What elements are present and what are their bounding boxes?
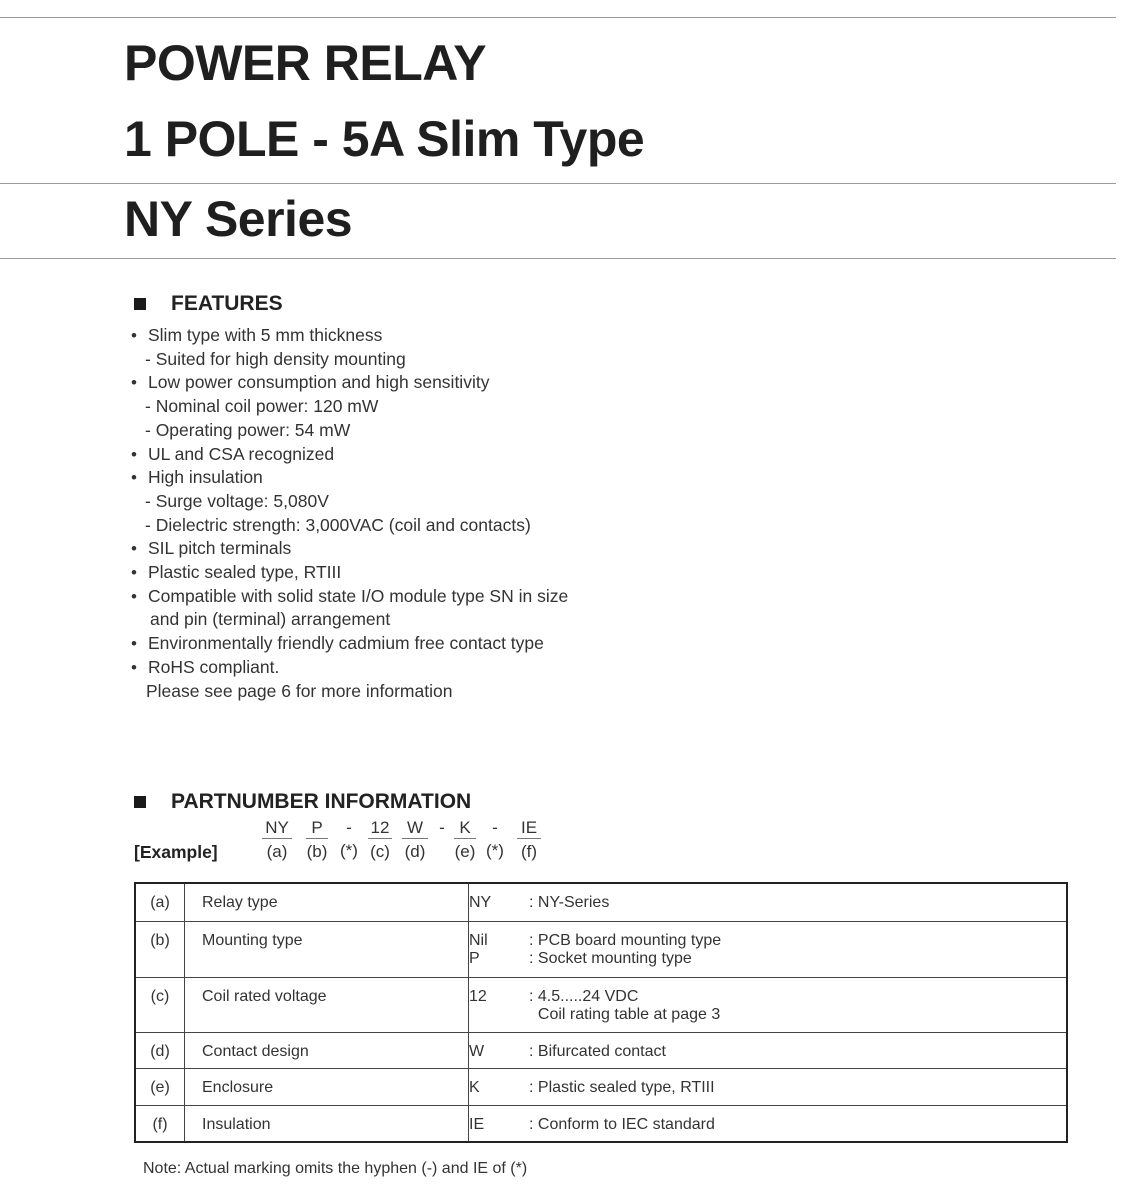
example-segment (306, 818, 328, 863)
row-code: (b) (135, 921, 185, 977)
row-meanings (529, 1032, 1067, 1068)
features-heading (134, 292, 283, 316)
features-list (131, 324, 568, 703)
row-values (469, 977, 530, 1032)
partnumber-heading (134, 790, 471, 814)
table-row (135, 1105, 1067, 1142)
partnumber-heading-label: PARTNUMBER INFORMATION (171, 790, 472, 813)
feature-item: • Plastic sealed type, RTIII (131, 561, 568, 585)
example-code: K (454, 818, 476, 839)
example-code: W (402, 818, 428, 839)
example-code: - (346, 818, 352, 837)
row-meaning: : Bifurcated contact (529, 1042, 666, 1060)
row-meanings (529, 1105, 1067, 1142)
features-heading-label: FEATURES (171, 292, 283, 315)
row-description: Mounting type (185, 921, 469, 977)
row-value: Nil (469, 931, 488, 949)
marking-note: Note: Actual marking omits the hyphen (-) and IE of (*) (143, 1160, 528, 1177)
example-position: (d) (404, 842, 426, 861)
title-series: NY Series (124, 191, 353, 247)
feature-subitem: - Surge voltage: 5,080V (145, 490, 329, 511)
feature-continuation: Please see page 6 for more information (146, 680, 453, 701)
square-bullet-icon (134, 796, 146, 808)
example-segment (262, 818, 292, 863)
example-code: P (306, 818, 328, 839)
feature-item: • Low power consumption and high sensitivity (131, 371, 568, 395)
example-segment (483, 818, 507, 862)
top-rule (0, 17, 1116, 18)
table-row (135, 921, 1067, 977)
feature-item: • RoHS compliant. (131, 656, 568, 680)
row-description: Enclosure (185, 1068, 469, 1105)
bottom-rule (0, 258, 1116, 259)
feature-subitem: - Dielectric strength: 3,000VAC (coil and contacts) (145, 514, 531, 535)
row-meanings (529, 883, 1067, 921)
row-meaning: : Plastic sealed type, RTIII (529, 1078, 715, 1096)
partnumber-table (134, 882, 1068, 1143)
row-values (469, 1032, 530, 1068)
row-meaning: : NY-Series (529, 894, 610, 911)
row-meaning: : Socket mounting type (529, 949, 692, 967)
example-segment (402, 818, 428, 863)
row-meanings (529, 977, 1067, 1032)
example-position: (a) (266, 842, 288, 861)
example-position: (*) (486, 841, 504, 860)
example-code: - (492, 818, 498, 837)
feature-subitem: - Nominal coil power: 120 mW (145, 396, 379, 417)
example-code: NY (262, 818, 292, 839)
feature-subitem: - Operating power: 54 mW (145, 419, 351, 440)
row-value: IE (469, 1115, 485, 1133)
example-position: (c) (370, 842, 390, 861)
row-description: Insulation (185, 1105, 469, 1142)
row-description: Relay type (185, 883, 469, 921)
row-code: (e) (135, 1068, 185, 1105)
example-code: 12 (368, 818, 392, 839)
title-power-relay: POWER RELAY (124, 35, 487, 91)
row-value: K (469, 1078, 480, 1096)
example-segment (368, 818, 392, 863)
row-values (469, 883, 530, 921)
feature-item: • Slim type with 5 mm thickness (131, 324, 568, 348)
row-description: Coil rated voltage (185, 977, 469, 1032)
example-position (436, 838, 448, 862)
table-row (135, 977, 1067, 1032)
feature-item: • SIL pitch terminals (131, 537, 568, 561)
table-row (135, 883, 1067, 921)
row-meanings (529, 1068, 1067, 1105)
example-position: (f) (520, 842, 538, 861)
example-segment (454, 818, 476, 863)
feature-subitem: - Suited for high density mounting (145, 348, 406, 369)
feature-item: • Environmentally friendly cadmium free contact type (131, 632, 568, 656)
row-values (469, 1068, 530, 1105)
table-row (135, 1032, 1067, 1068)
example-code: - (439, 818, 445, 837)
example-segment (436, 818, 448, 862)
example-label: [Example] (134, 842, 218, 862)
example-position: (b) (306, 842, 328, 861)
row-value: NY (469, 894, 492, 911)
square-bullet-icon (134, 298, 146, 310)
row-meaning: Coil rating table at page 3 (529, 1005, 721, 1023)
example-segment (338, 818, 360, 862)
example-segment (517, 818, 541, 863)
row-values (469, 921, 530, 977)
row-meanings (529, 921, 1067, 977)
row-meaning: : Conform to IEC standard (529, 1115, 715, 1133)
row-code: (f) (135, 1105, 185, 1142)
row-values (469, 1105, 530, 1142)
example-position: (*) (340, 841, 358, 860)
table-row (135, 1068, 1067, 1105)
feature-item: • Compatible with solid state I/O module type SN in size (131, 585, 568, 609)
example-code: IE (517, 818, 541, 839)
title-pole-type: 1 POLE - 5A Slim Type (124, 111, 645, 167)
row-description: Contact design (185, 1032, 469, 1068)
feature-item: • UL and CSA recognized (131, 443, 568, 467)
feature-item: • High insulation (131, 466, 568, 490)
row-code: (d) (135, 1032, 185, 1068)
row-value: 12 (469, 987, 487, 1005)
row-code: (c) (135, 977, 185, 1032)
mid-rule (0, 183, 1116, 184)
example-position: (e) (454, 842, 476, 861)
row-value: W (469, 1042, 485, 1060)
row-meaning: : 4.5.....24 VDC (529, 987, 639, 1005)
row-value: P (469, 949, 480, 967)
row-code: (a) (135, 883, 185, 921)
row-meaning: : PCB board mounting type (529, 931, 722, 949)
feature-continuation: and pin (terminal) arrangement (150, 609, 391, 630)
